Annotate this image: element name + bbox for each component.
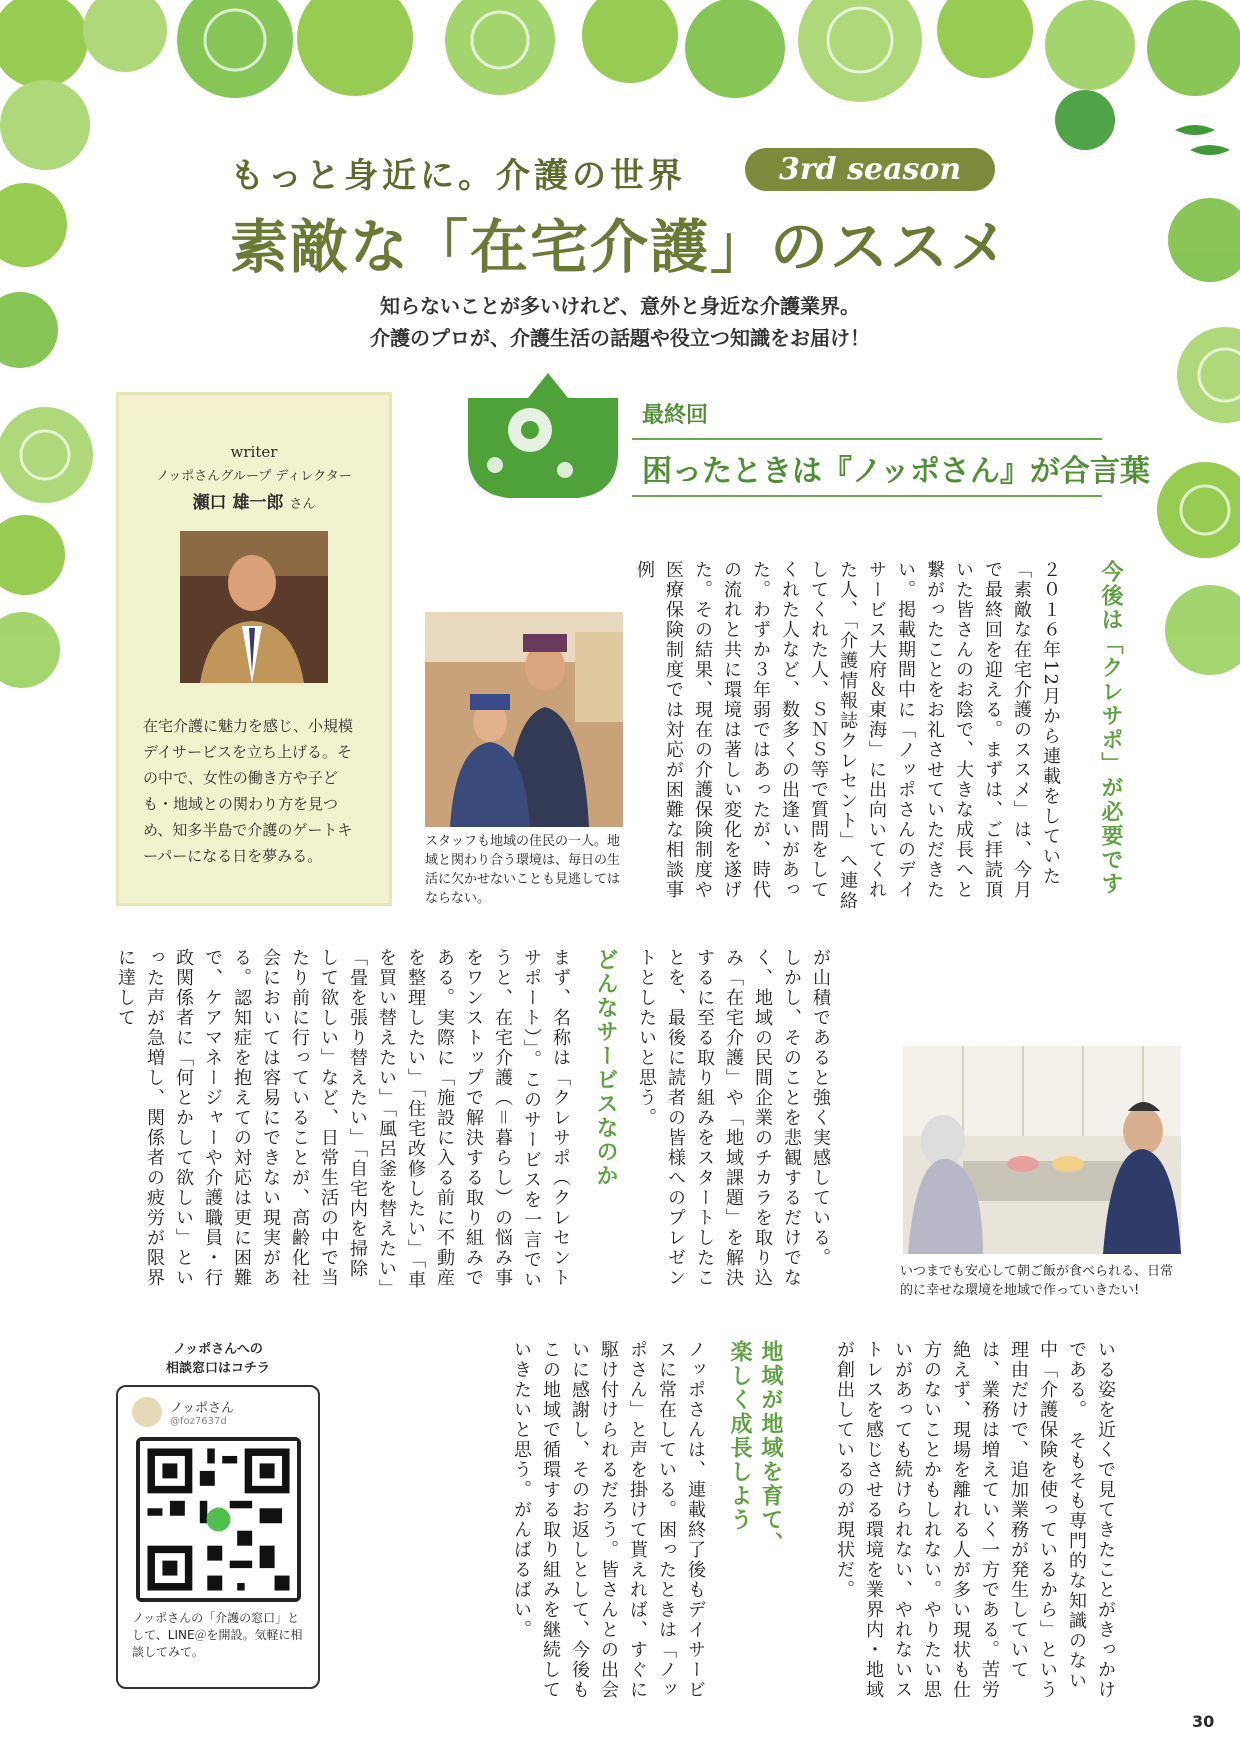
lead-line-1: 知らないことが多いけれど、意外と身近な介護業界。 xyxy=(380,294,860,318)
line-callout-line-2: 相談窓口はコチラ xyxy=(165,1361,270,1376)
breakfast-photo-caption: いつまでも安心して朝ご飯が食べられる、日常的に幸せな環境を地域で作っていきたい! xyxy=(900,1264,1174,1298)
bird-emblem-icon xyxy=(468,373,618,498)
breakfast-photo xyxy=(903,1046,1181,1254)
season-badge: 3rd season xyxy=(745,148,995,191)
section-heading-3: 地域が地域を育て、楽しく成長しよう xyxy=(727,1340,783,1556)
line-account-id: @foz7637d xyxy=(170,1416,227,1427)
staff-photo-icon xyxy=(425,612,623,827)
qr-code-icon xyxy=(140,1441,297,1598)
page-title: 素敵な「在宅介護」のススメ xyxy=(230,213,1011,281)
writer-name: 瀬口 雄一郎 xyxy=(192,493,284,513)
line-note: ノッポさんの「介護の窓口」として、LINE＠を開設。気軽に相談してみて。 xyxy=(132,1611,303,1659)
episode-headline: 困ったときは『ノッポさん』が合言葉 xyxy=(642,454,1150,489)
writer-portrait-icon xyxy=(180,531,328,683)
line-account-name: ノッポさん xyxy=(170,1401,235,1416)
article-column-4: いる姿を近くで見てきたことがきっかけである。 そもそも専門的な知識のない中「介護保険を使っているから」という理由だけで、追加業務が発生していては、業務は増えていく一方である。苦労絶えず、現場を離れる人が多い現状も仕方のないことかもしれない。やりたい思いがあっても続けられない、やれないストレスを感じさせる環境を業界内・地域が創出しているのが現状だ。 xyxy=(834,1340,1116,1700)
section-heading-2: どんなサービスなのか xyxy=(593,948,618,1188)
writer-group: ノッポさんグループ ディレクター xyxy=(156,469,352,484)
lead-line-2: 介護のプロが、介護生活の話題や役立つ知識をお届け！ xyxy=(370,326,870,350)
writer-label: writer xyxy=(230,443,278,461)
article-column-1: ２０１６年12月から連載をしていた「素敵な在宅介護のススメ」は、今月で最終回を迎える。まずは、ご拝読頂いた皆さんのお陰で、大きな成長へと繋がったことをお礼させていただきたい。掲載期間中に「ノッポさんのデイサービス大府＆東海」に出向いてくれた人、「介護情報誌クレセント」へ連絡してくれた人、ＳＮＳ等で質問をしてくれた人など、数多くの出逢いがあった。わずか３年弱ではあったが、時代の流れと共に環境は著しい変化を遂げた。その結果、現在の介護保険制度や医療保険制度では対応が困難な相談事例 xyxy=(634,560,1061,911)
section-heading-1: 今後は「クレサポ」が必要です xyxy=(1098,560,1123,896)
staff-photo-caption: スタッフも地域の住民の一人。地域と関わり合う環境は、毎日の生活に欠かせないことも見逃してはならない。 xyxy=(425,834,621,906)
page-number: 30 xyxy=(1192,1712,1215,1731)
writer-profile-box xyxy=(116,392,392,906)
article-column-5: ノッポさんは、連載終了後もデイサービスに常在している。困ったときは「ノッポさん」と声を掛けて貰えれば、すぐに駆け付けられるだろう。皆さんとの出会いに感謝し、そのお返しとして、今後もこの地域で循環する取り組みを継続していきたいと思う。がんばるばい。 xyxy=(511,1340,706,1700)
episode-label: 最終回 xyxy=(642,403,709,428)
qr-code[interactable] xyxy=(136,1437,301,1602)
article-column-2: が山積であると強く実感している。 しかし、そのことを悲観するだけでなく、地域の民間企業のチカラを取り込み「在宅介護」や「地域課題」を解決するに至る取り組みをスタートしたことを、最後に読者の皆様へのプレゼントとしたいと思う。 xyxy=(636,948,831,1288)
line-account-card[interactable] xyxy=(116,1385,320,1689)
breakfast-photo-icon xyxy=(903,1046,1181,1254)
line-callout-line-1: ノッポさんへの xyxy=(173,1342,263,1357)
lead-text xyxy=(300,290,940,354)
writer-photo xyxy=(180,531,328,683)
writer-bio: 在宅介護に魅力を感じ、小規模デイサービスを立ち上げる。その中で、女性の働き方や子ども・地域との関わり方を見つめ、知多半島で介護のゲートキーパーになる日を夢みる。 xyxy=(143,717,354,865)
series-subtitle: もっと身近に。介護の世界 xyxy=(230,156,686,196)
avatar xyxy=(132,1397,162,1427)
staff-photo xyxy=(425,612,623,827)
writer-honorific: さん xyxy=(289,497,316,512)
line-callout xyxy=(118,1340,318,1378)
article-column-3: まず、名称は「クレサポ（クレセントサポート）」。このサービスを一言でいうと、在宅介護（＝暮らし）の悩み事をワンストップで解決する取り組みである。実際に「施設に入る前に不動産を整理したい」「住宅改修したい」「車を買い替えたい」「風呂釜を替えたい」「畳を張り替えたい」「自宅内を掃除して欲しい」など、日常生活の中で当たり前に行っていることが、高齢化社会においては容易にできない現実がある。認知症を抱えての対応は更に困難で、ケアマネージャーや介護職員・行政関係者に「何とかして欲しい」といった声が急増し、関係者の疲労が限界に達して xyxy=(115,948,571,1290)
